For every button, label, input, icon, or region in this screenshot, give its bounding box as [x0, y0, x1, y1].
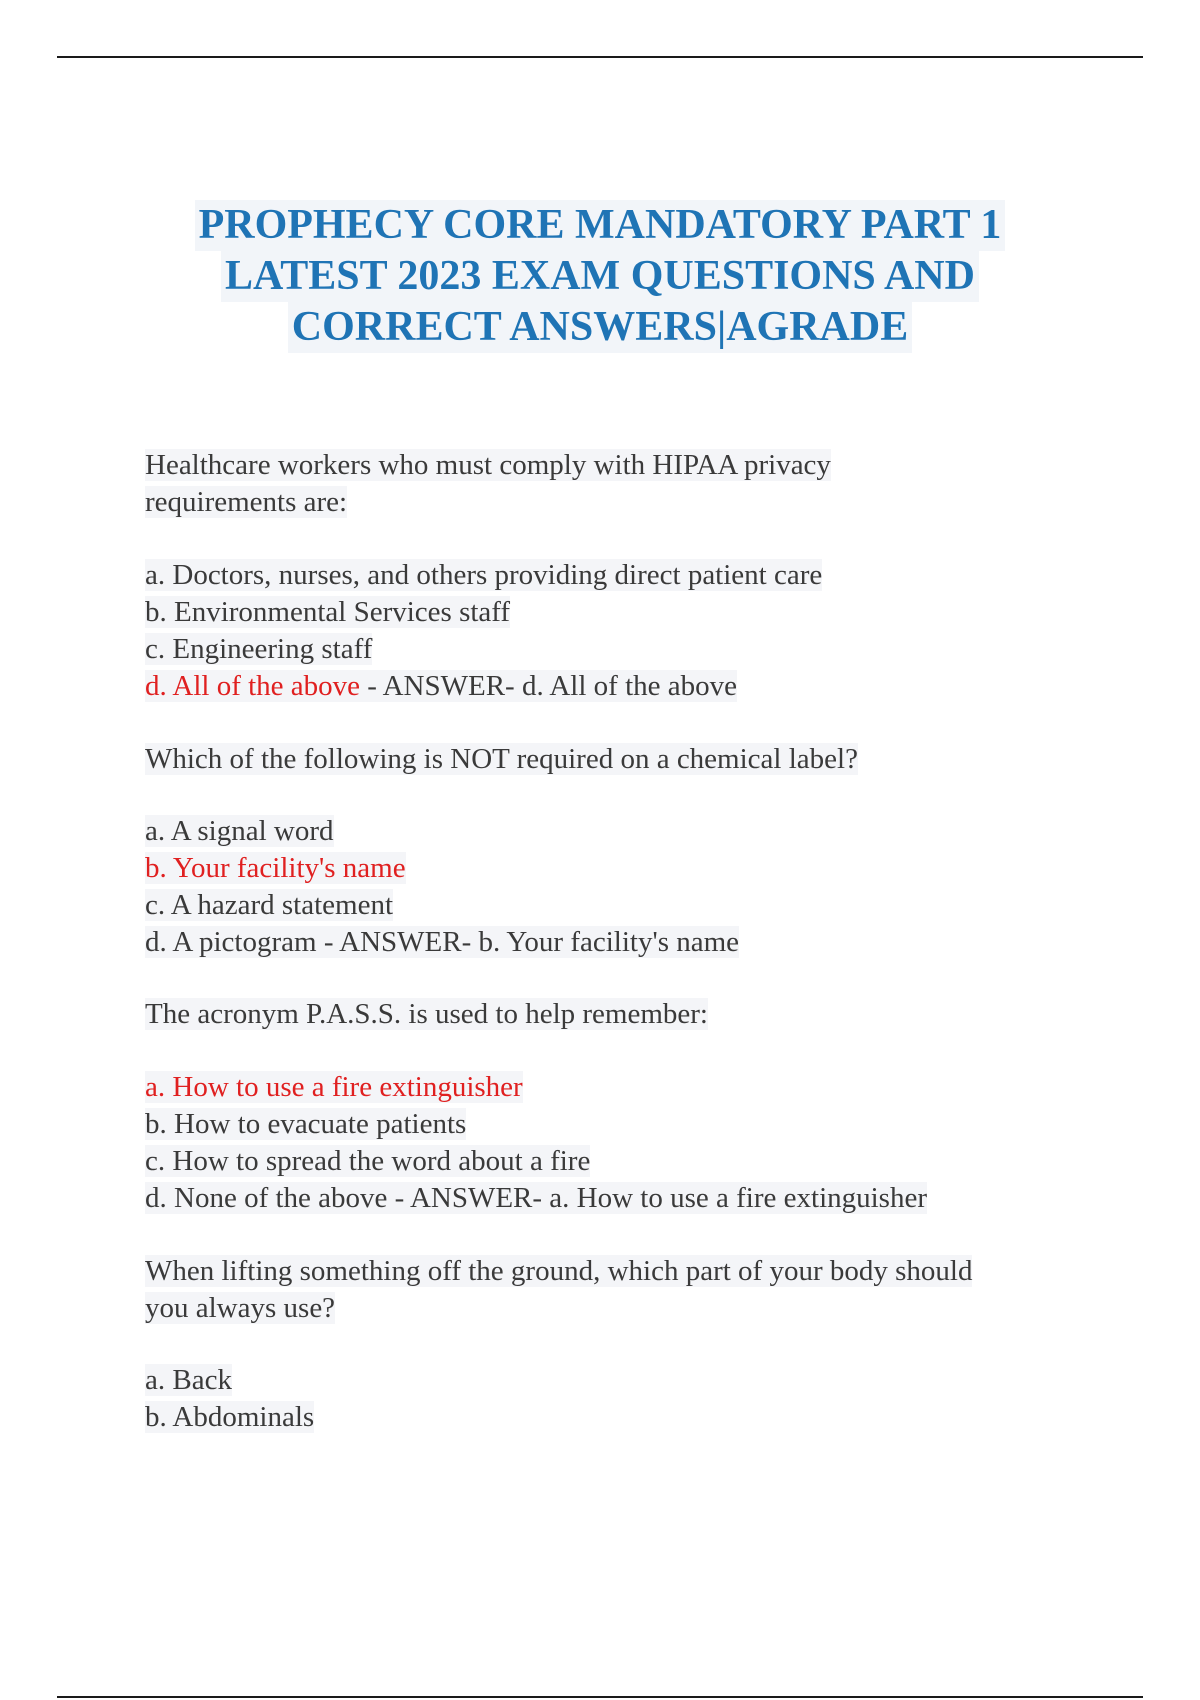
correct-option: a. How to use a fire extinguisher — [145, 1071, 523, 1103]
question-1-options — [145, 557, 1085, 705]
option-d: d. None of the above - ANSWER- a. How to use a fire extinguisher — [145, 1182, 927, 1214]
document-title — [100, 200, 1100, 353]
question-2 — [145, 741, 1085, 778]
option-d-line — [145, 670, 737, 702]
document-body — [145, 447, 1085, 1436]
bottom-rule — [57, 1696, 1143, 1698]
option-c: c. How to spread the word about a fire — [145, 1145, 591, 1177]
question-text: The acronym P.A.S.S. is used to help remember: — [145, 998, 708, 1030]
correct-option: d. All of the above — [145, 670, 361, 702]
correct-option: b. Your facility's name — [145, 852, 406, 884]
option-b: b. How to evacuate patients — [145, 1108, 467, 1140]
question-4 — [145, 1253, 1085, 1327]
option-d: d. A pictogram - ANSWER- b. Your facility's name — [145, 926, 740, 958]
option-c: c. Engineering staff — [145, 633, 373, 665]
option-c: c. A hazard statement — [145, 889, 394, 921]
option-b: b. Abdominals — [145, 1401, 315, 1433]
title-line: CORRECT ANSWERS|AGRADE — [288, 302, 912, 353]
question-4-options — [145, 1362, 1085, 1436]
question-2-options — [145, 813, 1085, 961]
option-a: a. A signal word — [145, 815, 334, 847]
title-line: LATEST 2023 EXAM QUESTIONS AND — [221, 251, 979, 302]
question-text: you always use? — [145, 1292, 336, 1324]
option-a: a. Back — [145, 1364, 232, 1396]
question-3-options — [145, 1069, 1085, 1217]
question-1 — [145, 447, 1085, 521]
option-a: a. Doctors, nurses, and others providing direct patient care — [145, 559, 823, 591]
question-text: When lifting something off the ground, which part of your body should — [145, 1255, 973, 1287]
option-b: b. Environmental Services staff — [145, 596, 511, 628]
question-3 — [145, 996, 1085, 1033]
question-text: Which of the following is NOT required on a chemical label? — [145, 743, 858, 775]
answer-text: - ANSWER- d. All of the above — [360, 670, 737, 702]
title-line: PROPHECY CORE MANDATORY PART 1 — [195, 200, 1006, 251]
question-text: Healthcare workers who must comply with HIPAA privacy — [145, 449, 831, 481]
top-rule — [57, 56, 1143, 58]
question-text: requirements are: — [145, 486, 348, 518]
